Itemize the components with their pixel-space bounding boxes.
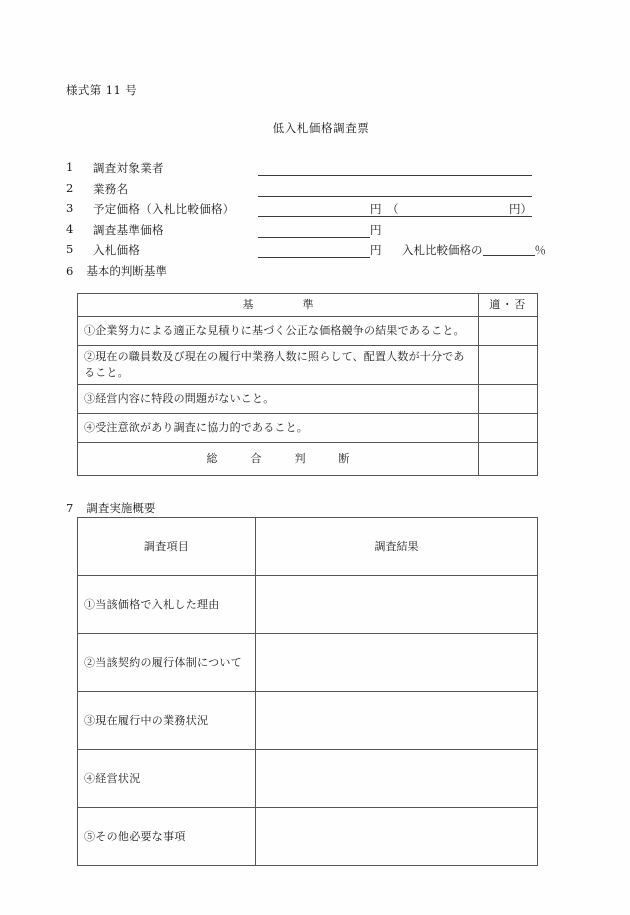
overall-judgement-label <box>78 443 479 476</box>
entry-paren-open: （ <box>387 202 399 216</box>
criterion-text: ①企業努力による適正な見積りに基づく公正な価格競争の結果であること。 <box>78 317 479 346</box>
criterion-judgement-cell[interactable] <box>479 317 538 346</box>
table-total-row <box>78 443 538 476</box>
table-header-row <box>78 518 538 576</box>
survey-item-label: ④経営状況 <box>78 750 256 808</box>
survey-item-label: ②当該契約の履行体制について <box>78 634 256 692</box>
criterion-judgement-cell[interactable] <box>479 385 538 414</box>
table-row <box>78 576 538 634</box>
entry-percent-symbol: ％ <box>534 243 546 257</box>
section-title: 基本的判断基準 <box>86 264 167 278</box>
entry-field-list <box>66 160 566 263</box>
section-title: 調査実施概要 <box>86 501 156 515</box>
entry-row-3 <box>66 201 566 222</box>
entry-unit: 円 <box>370 202 382 216</box>
survey-result-cell[interactable] <box>256 634 538 692</box>
entry-percent-label: 入札比較価格の <box>402 243 483 257</box>
criterion-text: ③経営内容に特段の問題がないこと。 <box>78 385 479 414</box>
entry-label: 業務名 <box>93 181 129 196</box>
entry-row-5 <box>66 242 566 263</box>
section-number: 7 <box>66 501 74 515</box>
criterion-text: ②現在の職員数及び現在の履行中業務人数に照らして、配置人数が十分であること。 <box>78 346 479 385</box>
entry-number: 1 <box>66 160 74 174</box>
survey-result-column-header: 調査結果 <box>256 518 538 576</box>
section-number: 6 <box>66 264 74 278</box>
table-header-row <box>78 294 538 317</box>
table-row <box>78 414 538 443</box>
table-row <box>78 317 538 346</box>
table-row <box>78 385 538 414</box>
entry-blank-line[interactable] <box>258 181 532 197</box>
entry-paren-unit: 円） <box>509 202 532 216</box>
survey-result-cell[interactable] <box>256 750 538 808</box>
criterion-judgement-cell[interactable] <box>479 414 538 443</box>
form-number: 様式第 11 号 <box>66 83 138 97</box>
entry-row-1 <box>66 160 566 181</box>
entry-blank-line[interactable] <box>258 160 532 176</box>
criteria-column-header <box>78 294 479 317</box>
criteria-column-header-label: 基 準 <box>242 298 323 312</box>
table-row <box>78 634 538 692</box>
entry-label: 予定価格（入札比較価格） <box>93 202 235 216</box>
overall-judgement-label-text: 総 合 判 断 <box>206 452 361 466</box>
page-title <box>0 120 630 136</box>
entry-label: 調査基準価格 <box>93 222 164 237</box>
entry-row-2 <box>66 181 566 202</box>
table-row <box>78 750 538 808</box>
survey-result-cell[interactable] <box>256 808 538 866</box>
entry-blank-line[interactable] <box>258 222 370 238</box>
survey-item-column-header: 調査項目 <box>78 518 256 576</box>
entry-unit: 円 <box>370 243 382 257</box>
table-row <box>78 346 538 385</box>
entry-label: 調査対象業者 <box>93 161 164 175</box>
entry-number: 4 <box>66 221 74 236</box>
criterion-text: ④受注意欲があり調査に協力的であること。 <box>78 414 479 443</box>
entry-number: 3 <box>66 201 74 215</box>
survey-result-cell[interactable] <box>256 692 538 750</box>
entry-number: 2 <box>66 180 74 195</box>
entry-label: 入札価格 <box>93 243 141 257</box>
section-heading-6 <box>66 263 167 279</box>
overall-judgement-cell[interactable] <box>479 443 538 476</box>
basic-judgement-table <box>77 293 538 476</box>
table-row <box>78 808 538 866</box>
table-row <box>78 692 538 750</box>
entry-number: 5 <box>66 242 74 256</box>
entry-percent-blank[interactable] <box>483 242 535 256</box>
survey-item-label: ⑤その他必要な事項 <box>78 808 256 866</box>
judgement-column-header-label: 適・否 <box>489 298 527 312</box>
survey-result-cell[interactable] <box>256 576 538 634</box>
survey-outline-table <box>77 517 538 866</box>
survey-item-label: ①当該価格で入札した理由 <box>78 576 256 634</box>
section-heading-7 <box>66 500 155 516</box>
entry-percent-group <box>402 242 546 258</box>
judgement-column-header <box>479 294 538 317</box>
criterion-judgement-cell[interactable] <box>479 346 538 385</box>
entry-blank-line[interactable] <box>258 242 370 258</box>
entry-unit: 円 <box>370 222 382 237</box>
survey-item-label: ③現在履行中の業務状況 <box>78 692 256 750</box>
page-title-text: 低入札価格調査票 <box>272 121 370 135</box>
entry-row-4 <box>66 222 566 243</box>
